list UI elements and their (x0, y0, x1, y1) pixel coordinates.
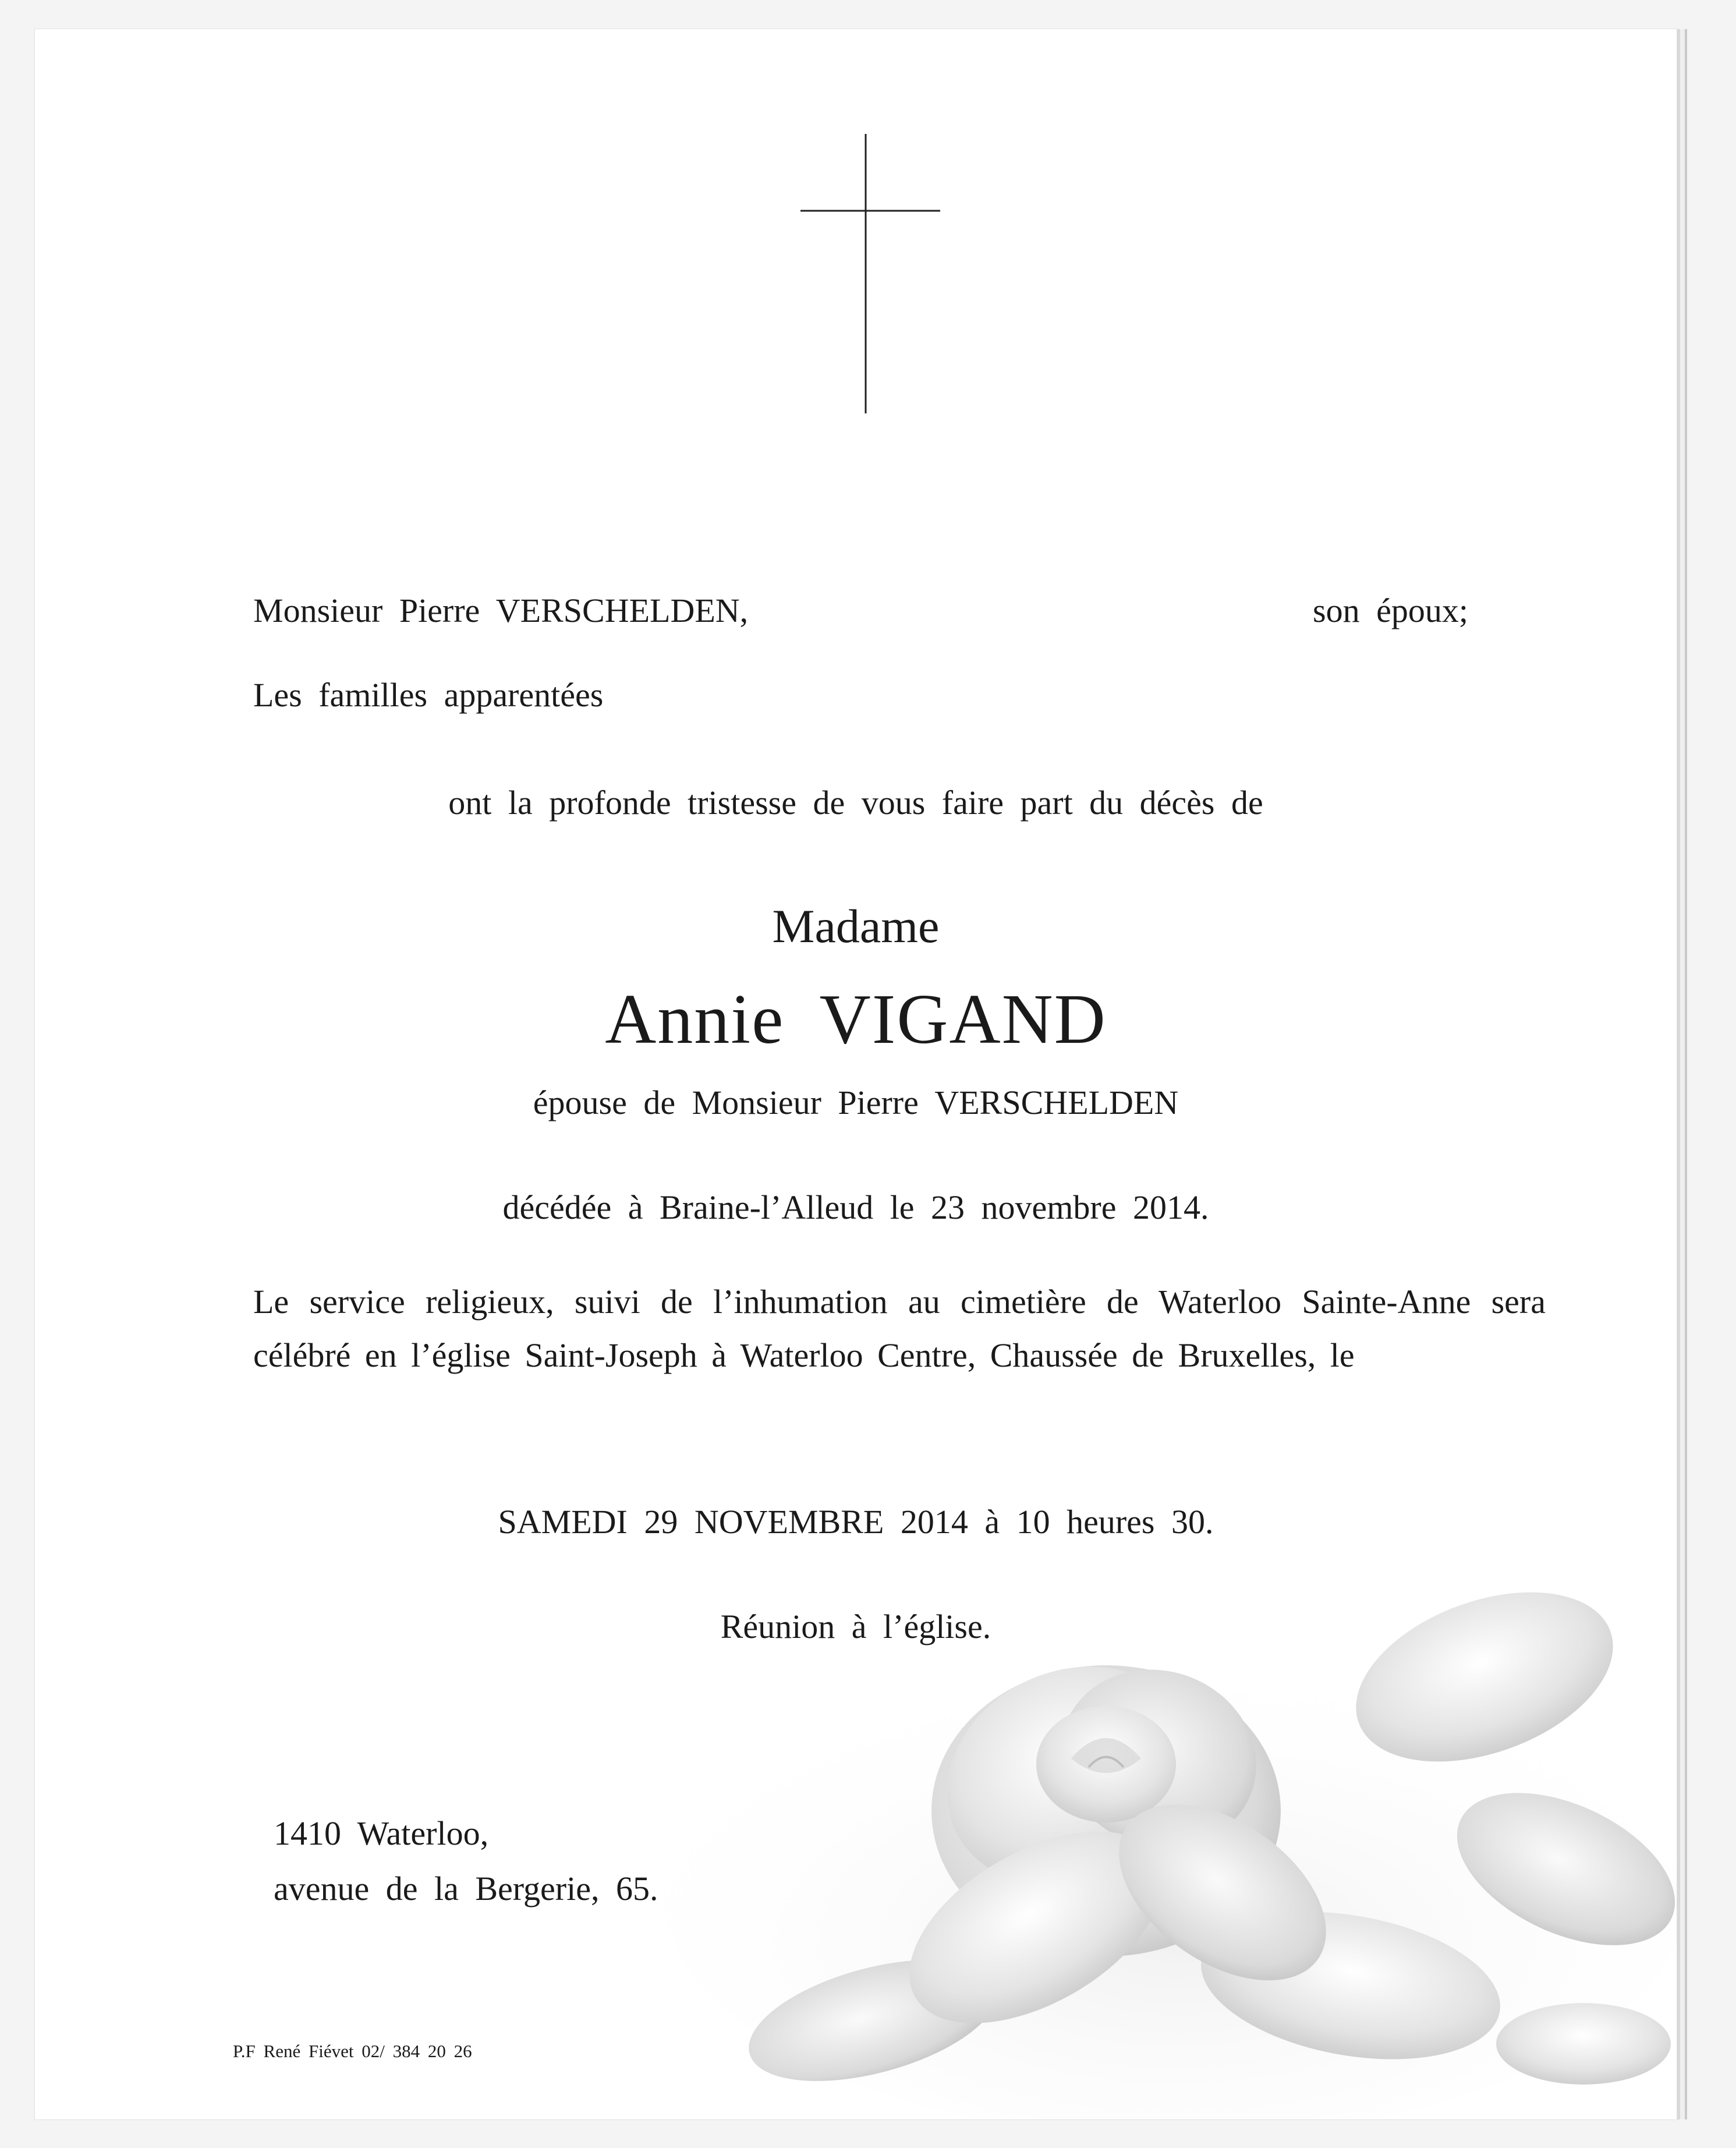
family-husband-relation: son époux; (1313, 592, 1468, 629)
meeting-place: Réunion à l’église. (720, 1608, 991, 1645)
death-line: décédée à Braine-l’Alleud le 23 novembre 2014. (502, 1188, 1209, 1226)
family-relatives: Les familles apparentées (253, 676, 604, 714)
service-description: Le service religieux, suivi de l’inhumation au cimetière de Waterloo Sainte-Anne sera célébré en l’église Saint-Joseph à Waterloo Centre, Chaussée de Bruxelles, le (253, 1283, 1546, 1374)
announcement-title: Madame (772, 900, 940, 953)
announcement-intro: ont la profonde tristesse de vous faire part du décès de (448, 784, 1263, 822)
address-city: 1410 Waterloo, (274, 1814, 489, 1852)
cross-icon (800, 134, 940, 413)
spouse-line: épouse de Monsieur Pierre VERSCHELDEN (533, 1084, 1179, 1121)
rose-decoration-image (664, 1566, 1677, 2119)
death-notice-card (35, 29, 1677, 2119)
service-datetime: SAMEDI 29 NOVEMBRE 2014 à 10 heures 30. (498, 1503, 1214, 1541)
address-street: avenue de la Bergerie, 65. (274, 1870, 658, 1908)
funeral-home-footer: P.F René Fiévet 02/ 384 20 26 (233, 2041, 472, 2061)
deceased-name: Annie VIGAND (605, 980, 1107, 1059)
card-fold-edge (1685, 29, 1687, 2119)
family-husband-name: Monsieur Pierre VERSCHELDEN, (253, 592, 749, 629)
